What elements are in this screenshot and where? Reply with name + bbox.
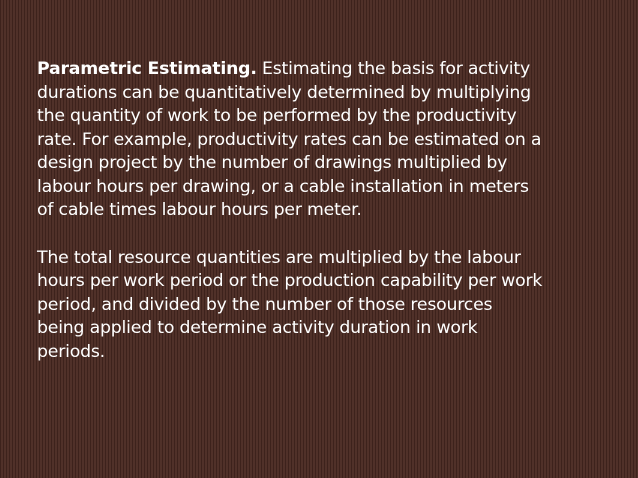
paragraph-line: durations can be quantitatively determined by multiplying bbox=[37, 82, 531, 103]
paragraph-line: hours per work period or the production capability per work bbox=[37, 271, 543, 291]
paragraph-resource-quantities bbox=[37, 247, 605, 365]
paragraph-line: being applied to determine activity duration in work bbox=[37, 318, 478, 338]
paragraph-line: of cable times labour hours per meter. bbox=[37, 200, 362, 220]
paragraph-line: rate. For example, productivity rates can be estimated on a bbox=[37, 129, 542, 150]
paragraph-line: Estimating the basis for activity bbox=[262, 59, 531, 79]
paragraph-parametric-estimating bbox=[37, 58, 605, 223]
paragraph-line: labour hours per drawing, or a cable installation in meters bbox=[37, 176, 529, 197]
paragraph-line: The total resource quantities are multiplied by the labour bbox=[37, 247, 521, 268]
paragraph-lead-heading: Parametric Estimating. bbox=[37, 59, 257, 79]
paragraph-line: periods. bbox=[37, 341, 105, 362]
paragraph-line: design project by the number of drawings multiplied by bbox=[37, 153, 508, 173]
paragraph-line: period, and divided by the number of those resources bbox=[37, 294, 493, 315]
slide-text-block bbox=[37, 58, 605, 364]
paragraph-line: the quantity of work to be performed by the productivity bbox=[37, 106, 517, 126]
